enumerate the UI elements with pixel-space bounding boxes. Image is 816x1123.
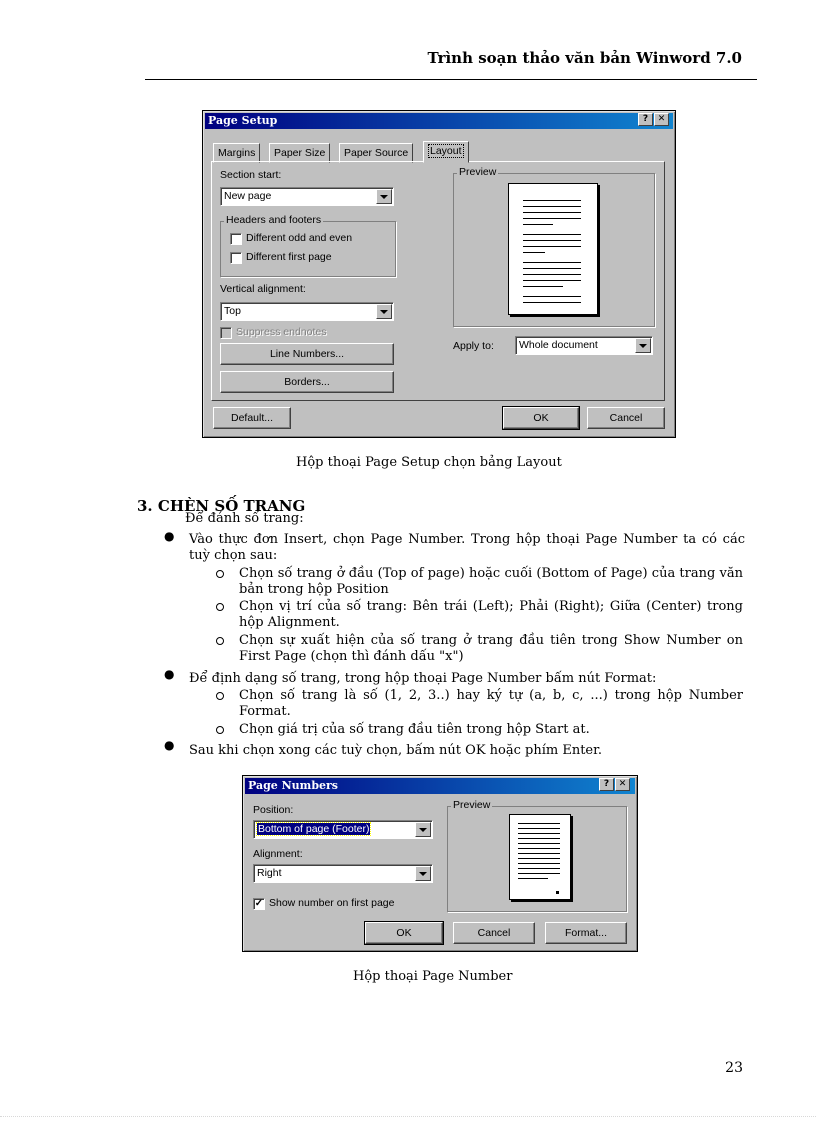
ok-button[interactable]: OK [365,922,443,944]
suppress-endnotes-checkbox [220,327,232,339]
apply-to-label: Apply to: [453,340,494,352]
vertical-alignment-select[interactable] [220,302,394,321]
intro-text: Để đánh số trang: [185,511,304,526]
circle-bullet-icon [216,637,224,645]
section-start-select[interactable] [220,187,394,206]
page-numbers-title: Page Numbers [245,778,635,794]
figure-caption-1: Hộp thoại Page Setup chọn bảng Layout [296,455,562,470]
page-setup-title: Page Setup [205,113,673,129]
apply-to-value: Whole document [519,339,598,351]
suppress-endnotes-label: Suppress endnotes [236,326,327,338]
page-preview [508,183,598,315]
vertical-alignment-label: Vertical alignment: [220,283,306,295]
position-label: Position: [253,804,294,816]
bullet-3: Sau khi chọn xong các tuỳ chọn, bấm nút OK hoặc phím Enter. [189,743,603,758]
figure-caption-2: Hộp thoại Page Number [353,969,513,984]
diff-first-page-label: Different first page [246,251,332,263]
cancel-button[interactable]: Cancel [453,922,535,944]
diff-odd-even-checkbox[interactable] [230,233,242,245]
header-rule [145,79,757,80]
ok-button[interactable]: OK [503,407,579,429]
page-number: 23 [725,1060,743,1076]
alignment-value: Right [257,867,282,879]
headers-footers-group [220,221,396,277]
tab-margins[interactable]: Margins [213,143,260,163]
page-preview [509,814,571,900]
chevron-down-icon[interactable] [376,189,392,204]
default-button[interactable]: Default... [213,407,291,429]
help-button[interactable]: ? [638,113,653,126]
circle-bullet-icon [216,570,224,578]
page-setup-dialog [202,110,676,438]
show-first-checkbox[interactable]: ✓ [254,898,264,909]
sub-item-4: Chọn số trang là số (1, 2, 3..) hay ký tự (a, b, c, ...) trong hộp Number Format. [239,688,743,719]
chevron-down-icon[interactable] [415,822,431,837]
circle-bullet-icon [216,603,224,611]
sub-item-1: Chọn số trang ở đầu (Top of page) hoặc cuối (Bottom of Page) của trang văn bản trong hộp Position [239,566,743,597]
chevron-down-icon[interactable] [376,304,392,319]
page-bottom-rule [0,1116,816,1117]
tab-paper-source[interactable]: Paper Source [339,143,413,163]
circle-bullet-icon [216,726,224,734]
position-value: Bottom of page (Footer) [258,823,370,835]
bullet-icon: ● [164,667,175,681]
bullet-icon: ● [164,529,175,543]
bullet-1: Vào thực đơn Insert, chọn Page Number. Trong hộp thoại Page Number ta có các tuỳ chọn sau: [189,532,745,563]
show-first-label: Show number on first page [269,897,395,909]
circle-bullet-icon [216,692,224,700]
vertical-alignment-value: Top [224,305,241,317]
section-start-value: New page [224,190,272,202]
close-button[interactable]: ✕ [615,778,630,791]
tab-layout-label: Layout [430,145,462,157]
tab-layout[interactable] [423,141,469,163]
running-header: Trình soạn thảo văn bản Winword 7.0 [427,49,742,67]
headers-footers-label: Headers and footers [226,214,322,226]
section-heading: 3. CHÈN SỐ TRANG [137,497,306,515]
alignment-label: Alignment: [253,848,303,860]
cancel-button[interactable]: Cancel [587,407,665,429]
sub-item-3: Chọn sự xuất hiện của số trang ở trang đầu tiên trong Show Number on First Page (chọn thì đánh dấu "x") [239,633,743,664]
close-button[interactable]: ✕ [654,113,669,126]
diff-odd-even-label: Different odd and even [246,232,353,244]
apply-to-select[interactable] [515,336,653,355]
bullet-2: Để định dạng số trang, trong hộp thoại Page Number bấm nút Format: [189,671,657,686]
tab-paper-size[interactable]: Paper Size [269,143,330,163]
preview-label: Preview [453,799,491,811]
position-select[interactable] [253,820,433,839]
alignment-select[interactable] [253,864,433,883]
sub-item-2: Chọn vị trí của số trang: Bên trái (Left); Phải (Right); Giữa (Center) trong hộp Alignment. [239,599,743,630]
preview-label: Preview [459,166,497,178]
diff-first-page-checkbox[interactable] [230,252,242,264]
format-button[interactable]: Format... [545,922,627,944]
chevron-down-icon[interactable] [415,866,431,881]
chevron-down-icon[interactable] [635,338,651,353]
bullet-icon: ● [164,738,175,752]
help-button[interactable]: ? [599,778,614,791]
borders-button[interactable]: Borders... [220,371,394,393]
line-numbers-button[interactable]: Line Numbers... [220,343,394,365]
sub-item-5: Chọn giá trị của số trang đầu tiên trong hộp Start at. [239,722,590,737]
page-numbers-dialog [242,775,638,952]
section-start-label: Section start: [220,169,282,181]
